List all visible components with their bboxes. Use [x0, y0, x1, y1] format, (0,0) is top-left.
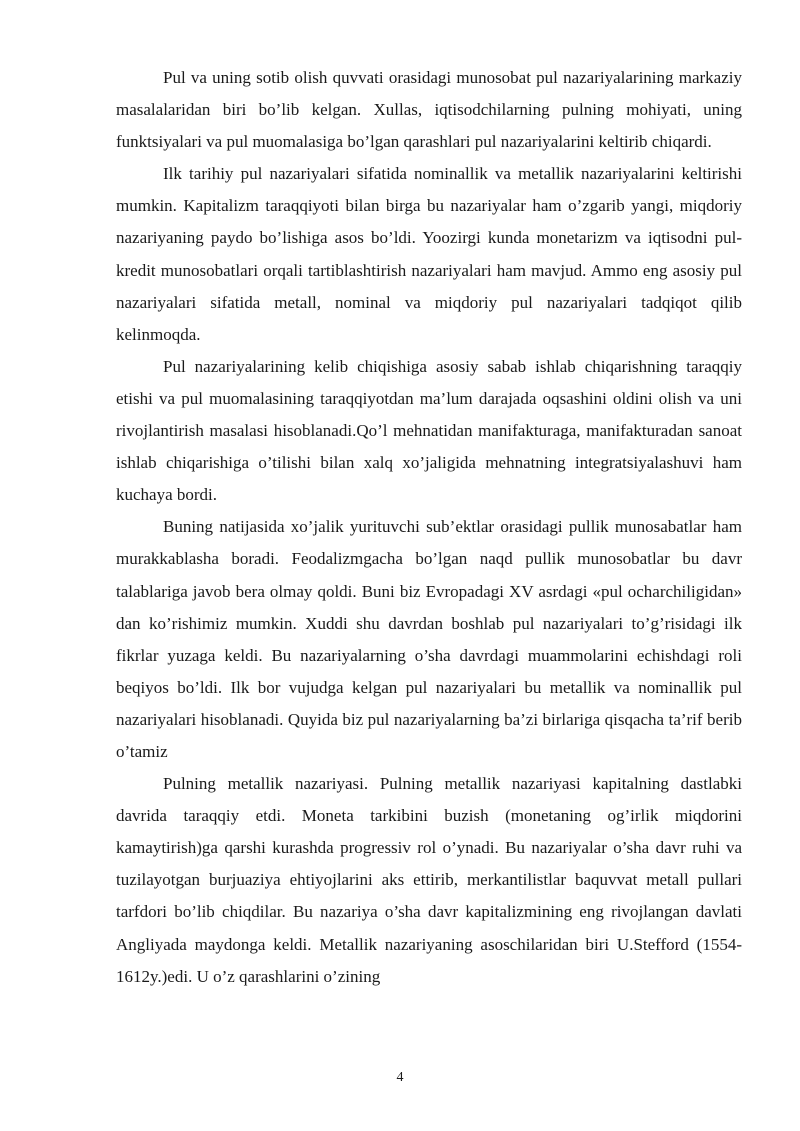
paragraph-5: Pulning metallik nazariyasi. Pulning metallik nazariyasi kapitalning dastlabki davrida taraqqiy etdi. Moneta tarkibini buzish (monetaning og’irlik miqdorini kamaytirish)ga qarshi kurashda progressiv rol o’ynadi. Bu nazariyalar o’sha davr ruhi va tuzilayotgan burjuaziya ehtiyojlarini aks ettirib, merkantilistlar baquvvat metall pullari tarfdori bo’lib chiqdilar. Bu nazariya o’sha davr kapitalizmining eng rivojlangan davlati Angliyada maydonga keldi. Metallik nazariyaning asoschilaridan biri U.Stefford (1554-1612y.)edi. U o’z qarashlarini o’zining	[116, 774, 742, 986]
paragraph-4: Buning natijasida xo’jalik yurituvchi sub’ektlar orasidagi pullik munosabatlar ham murakkablasha boradi. Feodalizmgacha bo’lgan naqd pullik munosobatlar bu davr talablariga javob bera olmay qoldi. Buni biz Evropadagi XV asrdagi «pul ocharchiligidan» dan ko’rishimiz mumkin. Xuddi shu davrdan boshlab pul nazariyalari to’g’risidagi ilk fikrlar yuzaga keldi. Bu nazariyalarning o’sha davrdagi muammolarini echishdagi roli beqiyos bo’ldi. Ilk bor vujudga kelgan pul nazariyalari bu metallik va nominallik pul nazariyalari hisoblanadi. Quyida biz pul nazariyalarning ba’zi birlariga qisqacha ta’rif berib o’tamiz	[116, 517, 742, 761]
page-number: 4	[396, 1070, 404, 1085]
paragraph-1: Pul va uning sotib olish quvvati orasidagi munosobat pul nazariyalarining markaziy masalalaridan biri bo’lib kelgan. Xullas, iqtisodchilarning pulning mohiyati, uning funktsiyalari va pul muomalasiga bo’lgan qarashlari pul nazariyalarini keltirib chiqardi.	[116, 68, 742, 152]
paragraph-3: Pul nazariyalarining kelib chiqishiga asosiy sabab ishlab chiqarishning taraqqiy etishi va pul muomalasining taraqqiyotdan ma’lum darajada oqsashini oldini olish va uni rivojlantirish masalasi hisoblanadi.Qo’l mehnatidan manifakturaga, manifakturadan sanoat ishlab chiqarishiga o’tilishi bilan xalq xo’jaligida mehnatning integratsiyalashuvi ham kuchaya bordi.	[116, 356, 742, 505]
paragraph-2: Ilk tarihiy pul nazariyalari sifatida nominallik va metallik nazariyalarini keltirishi mumkin. Kapitalizm taraqqiyoti bilan birga bu nazariyalar ham o’zgarib yangi, miqdoriy nazariyaning paydo bo’lishiga asos bo’ldi. Yoozirgi kunda monetarizm va iqtisodni pul-kredit munosobatlari orqali tartiblashtirish nazariyalari ham mavjud. Ammo eng asosiy pul nazariyalari sifatida metall, nominal va miqdoriy pul nazariyalari tadqiqot qilib kelinmoqda.	[116, 164, 742, 344]
document-body	[116, 62, 742, 993]
